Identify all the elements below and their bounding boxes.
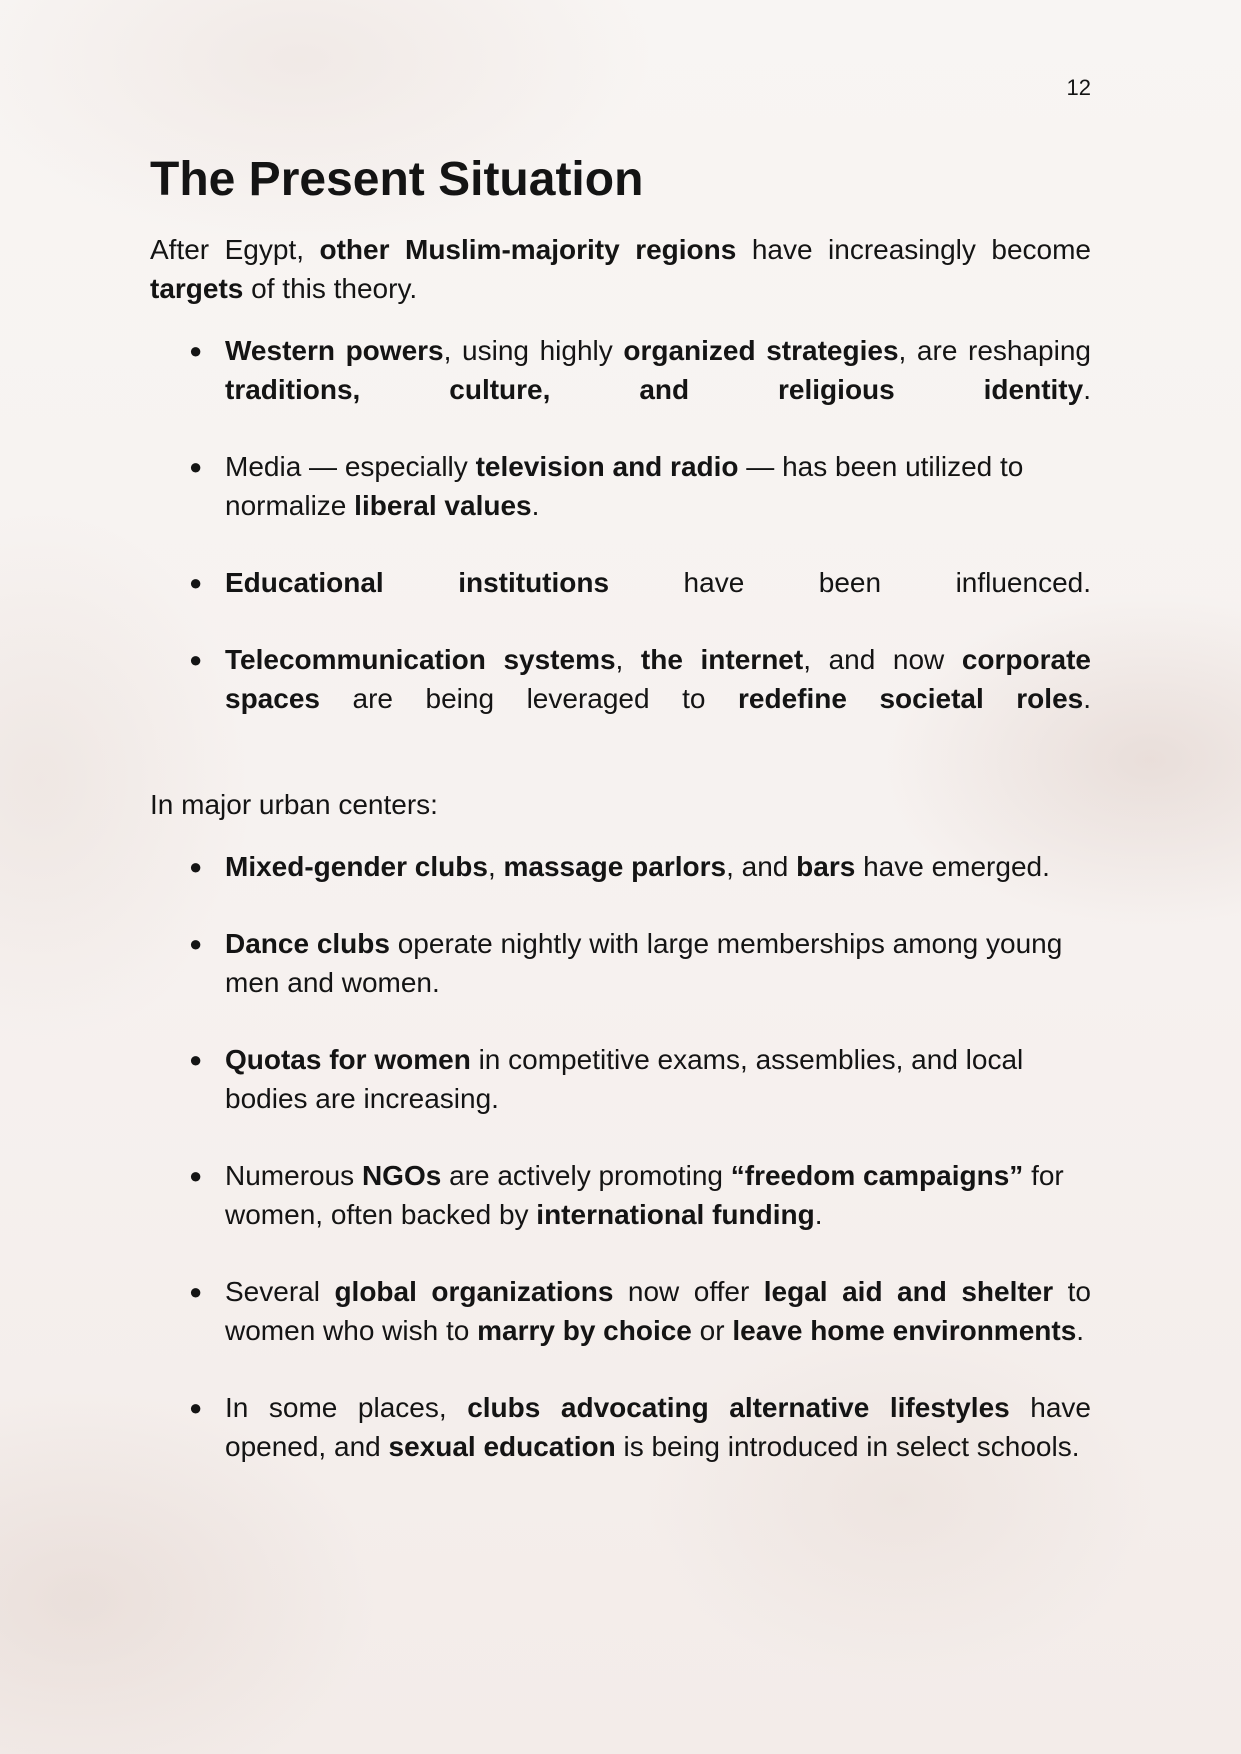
list-item: ● Quotas for women in competitive exams, assemblies, and local bodies are increasing. bbox=[150, 1040, 1091, 1118]
list-item: ● Western powers, using highly organized strategies, are reshaping traditions, culture, and religious identity. bbox=[150, 331, 1091, 409]
bullet-icon: ● bbox=[189, 1395, 203, 1420]
bullet-icon: ● bbox=[189, 931, 203, 956]
page-number: 12 bbox=[1066, 75, 1091, 100]
document-body bbox=[150, 150, 1091, 1466]
influence-list bbox=[150, 331, 1091, 718]
bullet-icon: ● bbox=[189, 1163, 203, 1188]
section-intro: In major urban centers: bbox=[150, 789, 438, 820]
list-item: ● Numerous NGOs are actively promoting “freedom campaigns” for women, often backed by international funding. bbox=[150, 1156, 1091, 1234]
bullet-icon: ● bbox=[189, 454, 203, 479]
page-title: The Present Situation bbox=[150, 153, 644, 206]
bullet-icon: ● bbox=[189, 1279, 203, 1304]
urban-centers-list bbox=[150, 847, 1091, 1466]
list-item: ● In some places, clubs advocating alternative lifestyles have opened, and sexual education is being introduced in select schools. bbox=[150, 1388, 1091, 1466]
list-item: ● Media — especially television and radio — has been utilized to normalize liberal values. bbox=[150, 447, 1091, 525]
list-item: ● Dance clubs operate nightly with large memberships among young men and women. bbox=[150, 924, 1091, 1002]
list-item: ● Educational institutions have been influenced. bbox=[150, 563, 1091, 602]
list-item: ● Several global organizations now offer legal aid and shelter to women who wish to marry by choice or leave home environments. bbox=[150, 1272, 1091, 1350]
bullet-icon: ● bbox=[189, 570, 203, 595]
list-item: ● Telecommunication systems, the internet, and now corporate spaces are being leveraged to redefine societal roles. bbox=[150, 640, 1091, 718]
list-item: ● Mixed-gender clubs, massage parlors, and bars have emerged. bbox=[150, 847, 1091, 886]
bullet-icon: ● bbox=[189, 647, 203, 672]
bullet-icon: ● bbox=[189, 1047, 203, 1072]
bullet-icon: ● bbox=[189, 338, 203, 363]
bullet-icon: ● bbox=[189, 854, 203, 879]
intro-paragraph: After Egypt, other Muslim-majority regions have increasingly become targets of this theory. bbox=[150, 234, 1091, 304]
